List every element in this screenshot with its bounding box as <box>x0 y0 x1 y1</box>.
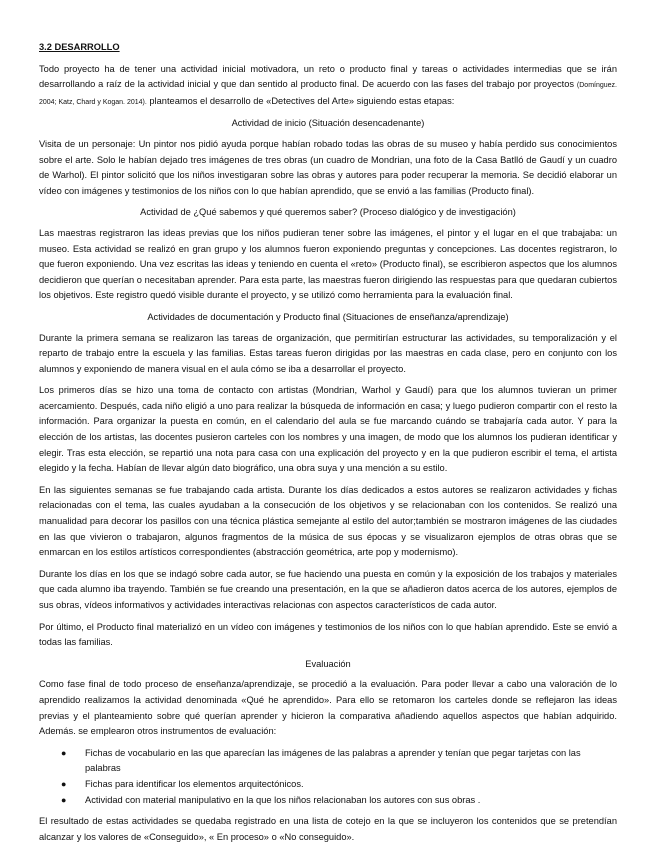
inicio-paragraph: Visita de un personaje: Un pintor nos pidió ayuda porque habían robado todas las obras de su museo y había perdido sus conocimientos sobre el arte. Solo le habían dejado tres imágenes de tres obras (un cuadro de Mondrian, una foto de la Casa Batlló de Gaudí y un cuadro de Warhol). El pintor solicitó que los niños investigaran sobre las obras y autores para poder recuperar la memoria. Se decidió elaborar un vídeo con imágenes y testimonios de los niños con lo que habían aprendido, que se envió a las familias (Producto final). <box>39 138 617 196</box>
evaluacion-paragraph-2: El resultado de estas actividades se quedaba registrado en una lista de cotejo en la que se incluyeron los contenidos que se pretendían alcanzar y los valores de «Conseguido», « En proceso» o «No conseguido». <box>39 816 617 842</box>
heading-que-sabemos: Actividad de ¿Qué sabemos y qué queremos saber? (Proceso dialógico y de investigación) <box>140 207 516 218</box>
intro-text-b: planteamos el desarrollo de «Detectives del Arte» siguiendo estas etapas: <box>146 95 455 106</box>
intro-text-a: Todo proyecto ha de tener una actividad inicial motivadora, un reto o producto final y tareas o actividades intermedias que se irán desarrollando a raíz de la actividad inicial y que dan sentido al producto final. De acuerdo con las fases del trabajo por proyectos <box>39 63 617 90</box>
list-item-text: Actividad con material manipulativo en la que los niños relacionaban los autores con sus obras . <box>85 794 481 805</box>
intro-paragraph <box>39 62 617 111</box>
list-item-text: Fichas de vocabulario en las que aparecían las imágenes de las palabras a aprender y tenían que pegar tarjetas con las palabras <box>85 747 581 774</box>
bullet-icon: ● <box>61 794 67 805</box>
section-title: 3.2 DESARROLLO <box>39 42 120 52</box>
list-item <box>61 746 617 777</box>
intro-citation: (Domínguez. 2004; Katz, Chard y Kogan. 2014). <box>39 82 617 106</box>
heading-documentacion: Actividades de documentación y Producto final (Situaciones de enseñanza/aprendizaje) <box>147 311 509 322</box>
heading-actividad-inicio: Actividad de inicio (Situación desencadenante) <box>231 118 425 129</box>
documentacion-paragraph-3: En las siguientes semanas se fue trabajando cada artista. Durante los días dedicados a estos autores se realizaron actividades y fichas relacionadas con el tema, las cuales ayudaban a la consecución de los objetivos y se relacionaban con los contenidos. Se realizó una manualidad para decorar los pasillos con una técnica plástica semejante al estilo del autor;también se mostraron imágenes de las ciudades en las que vivieron o trabajaron, algunos fragmentos de la música de sus épocas y se visualizaron ejemplos de otras obras que se enmarcan en los estilos artísticos correspondientes (abstracción geométrica, arte pop y modernismo). <box>39 484 617 558</box>
documentacion-paragraph-2: Los primeros días se hizo una toma de contacto con artistas (Mondrian, Warhol y Gaudí) para que los alumnos tuvieran un primer acercamiento. Después, cada niño eligió a uno para realizar la búsqueda de información en casa; y luego pudieron compartir con el resto la información. Para organizar la puesta en común, en el calendario del aula se fue marcando cuándo se trabajaría cada autor. Y para la elección de los artistas, las docentes pusieron carteles con los nombres y una imagen, de modo que los alumnos los pudieran identificar y elegir. Tras esta elección, se repartió una nota para casa con una explicación del proyecto y en la que pudieron escribir el tema, el artista elegido y la fecha. Habían de llevar algún dato biográfico, una obra suya y una mención a su estilo. <box>39 385 617 474</box>
documentacion-paragraph-4: Durante los días en los que se indagó sobre cada autor, se fue haciendo una puesta en común y la exposición de los trabajos y materiales que cada alumno iba trayendo. También se fue creando una presentación, en la que se añadieron datos acerca de los autores, ejemplos de sus obras, vídeos informativos y actividades interactivas relacionas con aspectos característicos de cada autor. <box>39 568 617 610</box>
saber-paragraph: Las maestras registraron las ideas previas que los niños pudieran tener sobre las imágenes, el pintor y el lugar en el que trabajaba: un museo. Esta actividad se realizó en gran grupo y los alumnos fueron exponiendo preguntas y concepciones. Las docentes registraron, lo que fueron exponiendo. Una vez escritas las ideas y teniendo en cuenta el «reto» (Producto final), se escribieron aspectos que los alumnos decidieron que querían o necesitaban aprender. Para esta parte, las maestras fueron dirigiendo las respuestas para que quedaran cubiertos los objetivos. Este registro quedó visible durante el proyecto, y se utilizó como herramienta para la evaluación final. <box>39 227 617 301</box>
bullet-icon: ● <box>61 778 67 789</box>
heading-evaluacion: Evaluación <box>305 658 351 669</box>
list-item-text: Fichas para identificar los elementos arquitectónicos. <box>85 778 304 789</box>
bullet-icon: ● <box>61 747 67 758</box>
documentacion-paragraph-1: Durante la primera semana se realizaron las tareas de organización, que permitirían estructurar las actividades, su temporalización y el reparto de trabajo entre la escuela y las familias. Estas tareas fueron dirigidas por las maestras en cada clase, pero en conjunto con los alumnos y exponiendo de manera visual en el aula cómo se iba a desarrollar el proyecto. <box>39 332 617 374</box>
documentacion-paragraph-5: Por último, el Producto final materializó en un vídeo con imágenes y testimonios de los niños con lo que habían aprendido. Este se envió a todas las familias. <box>39 621 617 648</box>
list-item <box>61 793 617 809</box>
evaluation-instruments-list <box>39 746 617 808</box>
evaluacion-paragraph-1: Como fase final de todo proceso de enseñanza/aprendizaje, se procedió a la evaluación. Para poder llevar a cabo una valoración de lo aprendido realizamos la actividad denominada «Qué he aprendido». Para ello se retomaron los carteles donde se reflejaron las ideas previas y el planteamiento sobre qué querían aprender y hicieron la comparativa añadiendo aquellos aspectos que habían adquirido. Además. se emplearon otros instrumentos de evaluación: <box>39 679 617 737</box>
list-item <box>61 777 617 793</box>
